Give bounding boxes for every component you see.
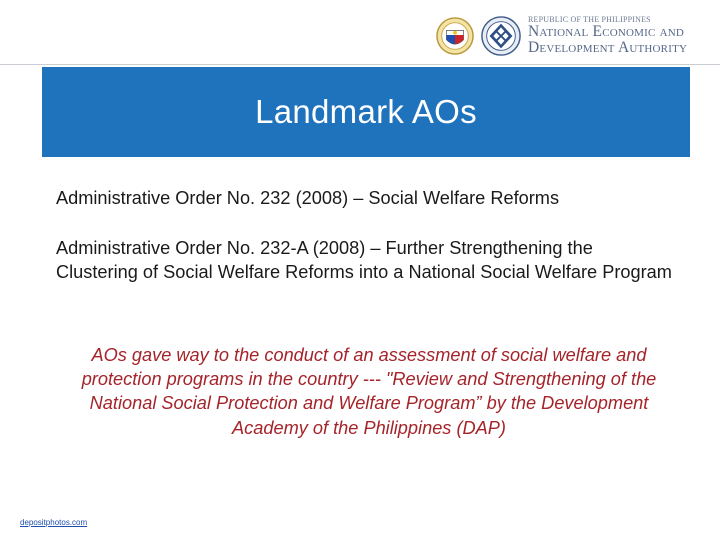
header-logos: [436, 12, 687, 60]
agency-line-1: National Economic and: [528, 22, 685, 40]
header-divider: [0, 64, 720, 65]
slide-title: Landmark AOs: [255, 93, 477, 130]
ao-232-item: Administrative Order No. 232 (2008) – Social Welfare Reforms: [56, 188, 560, 208]
republic-label: REPUBLIC OF THE PHILIPPINES: [528, 14, 651, 24]
agency-line-2: Development Authority: [528, 39, 688, 57]
assessment-note: AOs gave way to the conduct of an assessment of social welfare and protection programs in the country --- "Review and Strengthening of the National Social Protection and Welfare Program” by the Development Academy of the Philippines (DAP): [81, 345, 657, 438]
watermark-link[interactable]: depositphotos.com: [20, 518, 88, 527]
agency-name: [528, 16, 687, 57]
ao-232a-item: Administrative Order No. 232-A (2008) – Further Strengthening the Clustering of Social Welfare Reforms into a National Social Welfare Program: [56, 238, 672, 283]
philippine-seal-icon: [436, 17, 474, 55]
title-band: [42, 67, 690, 157]
neda-logo-icon: [480, 15, 522, 57]
